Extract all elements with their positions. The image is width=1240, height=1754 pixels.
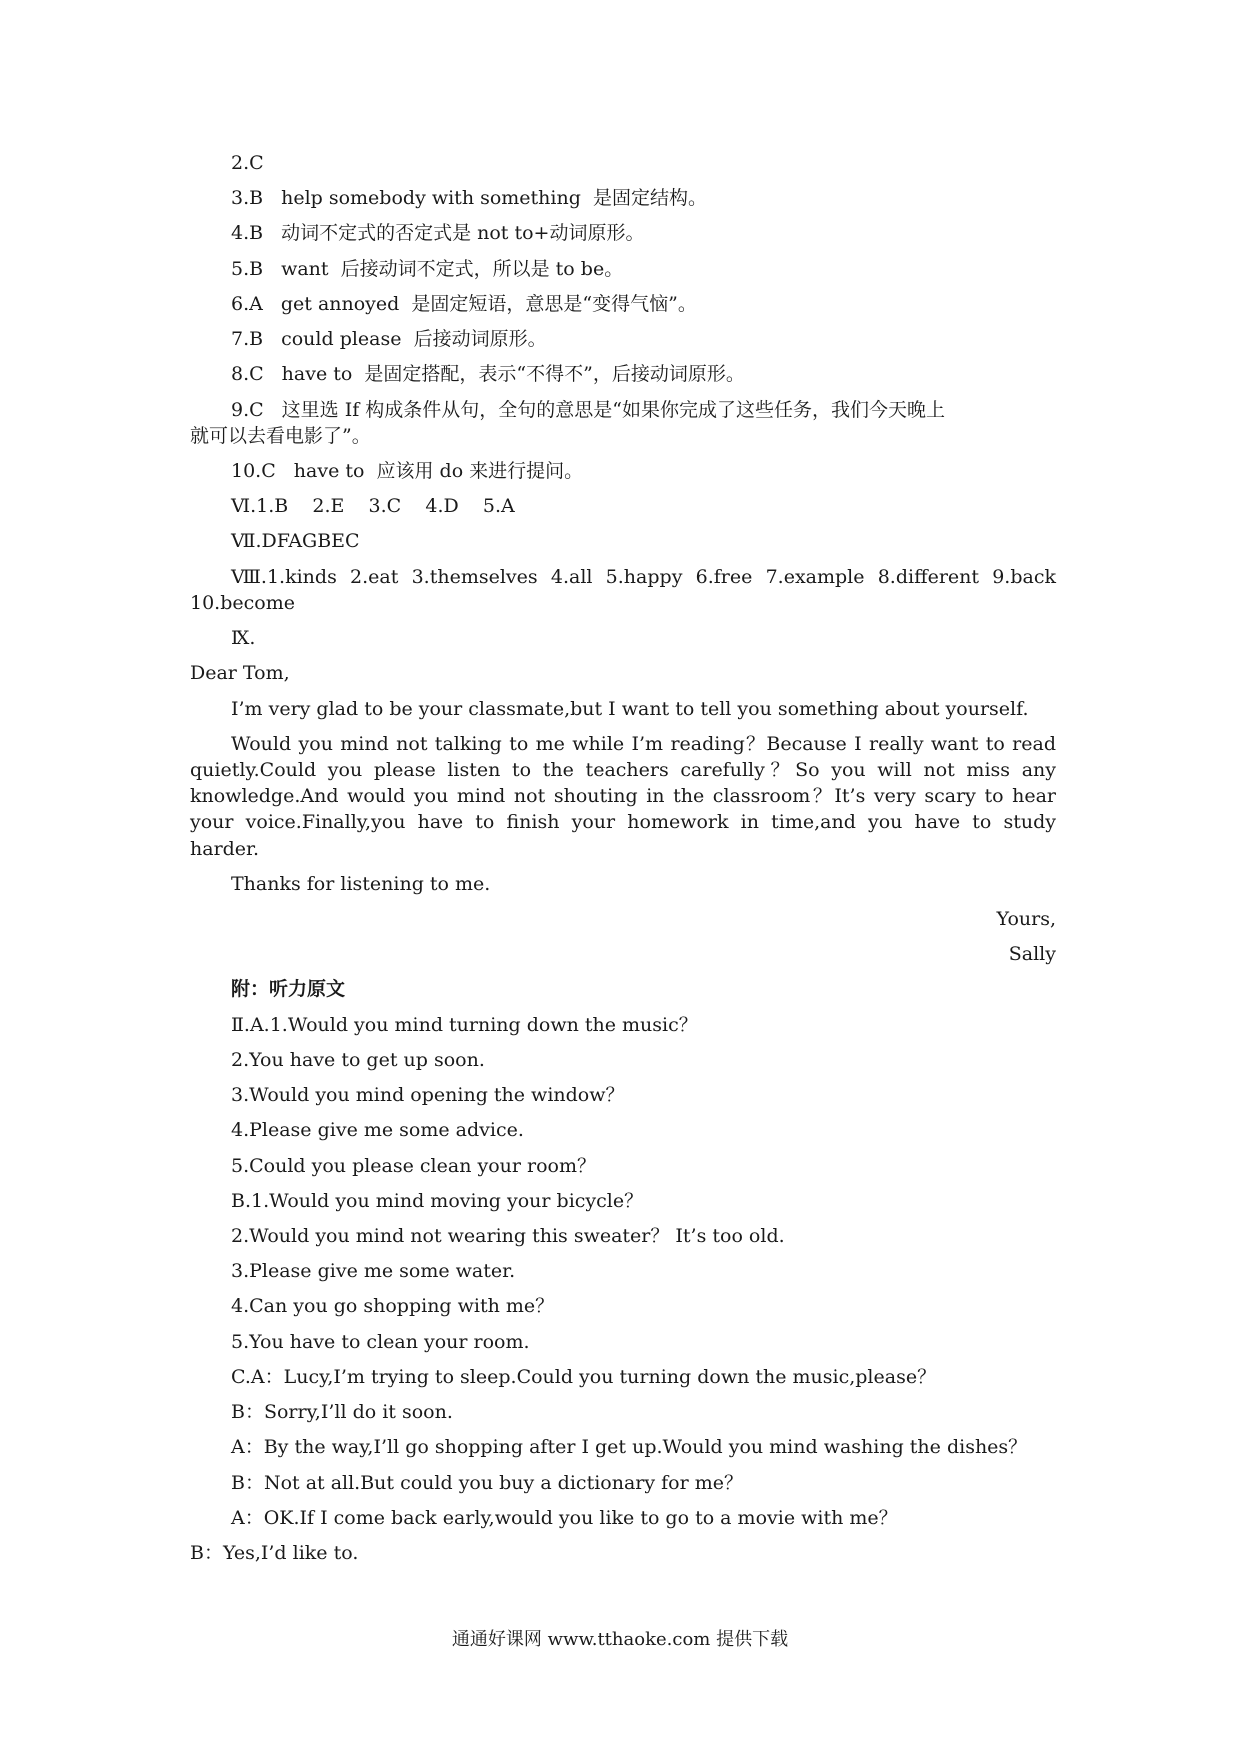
word-answer: Ⅷ.1.kinds bbox=[231, 565, 337, 588]
letter-paragraph: Thanks for listening to me. bbox=[231, 872, 491, 895]
transcript-line: 4.Can you go shopping with me？ bbox=[231, 1295, 555, 1318]
transcript-line: B：Sorry,I’ll do it soon. bbox=[231, 1401, 453, 1424]
transcript-line: 5.Could you please clean your room？ bbox=[231, 1154, 596, 1177]
answer-line bbox=[190, 220, 1056, 246]
section-8-last: 10.become bbox=[190, 591, 295, 614]
answer-line bbox=[190, 397, 1056, 423]
transcript-line: 4.Please give me some advice. bbox=[231, 1119, 524, 1142]
page-footer: 通通好课网 www.tthaoke.com 提供下载 bbox=[451, 1629, 789, 1650]
answer-note: could please 后接动词原形。 bbox=[281, 328, 547, 351]
transcript-line: Ⅱ.A.1.Would you mind turning down the music？ bbox=[231, 1013, 698, 1036]
answer-number: 2.C bbox=[231, 152, 264, 174]
answer-note: want 后接动词不定式，所以是 to be。 bbox=[281, 257, 624, 280]
section-9-label: Ⅸ. bbox=[231, 627, 256, 650]
transcript-line: 3.Would you mind opening the window？ bbox=[231, 1084, 625, 1107]
answer-number: 3.B bbox=[231, 187, 264, 210]
section-8-answers bbox=[190, 564, 1056, 590]
answer-note: get annoyed 是固定短语，意思是“变得气恼”。 bbox=[280, 292, 697, 315]
transcript-line: 3.Please give me some water. bbox=[231, 1260, 516, 1283]
transcript-line: B：Not at all.But could you buy a dictionary for me？ bbox=[231, 1471, 743, 1494]
letter-greeting: Dear Tom, bbox=[190, 662, 290, 685]
word-answer: 2.eat bbox=[350, 565, 399, 588]
answer-number: 10.C bbox=[231, 459, 276, 482]
answer-line bbox=[190, 291, 1056, 317]
answer-note: 这里选 If 构成条件从句，全句的意思是“如果你完成了这些任务，我们今天晚上 bbox=[281, 398, 946, 421]
answer-number: 7.B bbox=[231, 328, 264, 351]
answer-note: have to 应该用 do 来进行提问。 bbox=[293, 459, 584, 482]
word-answer: 3.themselves bbox=[411, 565, 538, 588]
word-answer: 5.happy bbox=[605, 565, 683, 588]
word-answer: 7.example bbox=[765, 565, 865, 588]
transcript-line: A：OK.If I come back early,would you like to go to a movie with me？ bbox=[231, 1506, 898, 1529]
word-answer: 6.free bbox=[695, 565, 753, 588]
letter-signature: Sally bbox=[1008, 943, 1056, 966]
answer-line bbox=[190, 185, 1056, 211]
appendix-heading: 附：听力原文 bbox=[231, 978, 346, 1001]
answer-note: help somebody with something 是固定结构。 bbox=[281, 187, 707, 210]
transcript-line: C.A：Lucy,I’m trying to sleep.Could you turning down the music,please？ bbox=[231, 1365, 937, 1388]
answer-line bbox=[190, 326, 1056, 352]
answer-line bbox=[190, 458, 1056, 484]
answer-line bbox=[190, 256, 1056, 282]
transcript-line: 2.You have to get up soon. bbox=[231, 1048, 485, 1071]
document-page bbox=[190, 150, 1063, 1575]
word-answer: 9.back bbox=[992, 565, 1056, 588]
section-7-answers: Ⅶ.DFAGBEC bbox=[231, 530, 360, 553]
word-answer: 4.all bbox=[550, 565, 593, 588]
answer-number: 9.C bbox=[231, 398, 264, 421]
answer-line bbox=[190, 150, 1056, 176]
transcript-line: B：Yes,I’d like to. bbox=[190, 1541, 359, 1564]
section-6-answers: Ⅵ.1.B 2.E 3.C 4.D 5.A bbox=[231, 495, 515, 518]
transcript-line: B.1.Would you mind moving your bicycle？ bbox=[231, 1189, 644, 1212]
letter-closing: Yours, bbox=[996, 908, 1056, 931]
answer-continuation: 就可以去看电影了”。 bbox=[190, 424, 371, 447]
word-answer: 8.different bbox=[877, 565, 980, 588]
letter-paragraph bbox=[190, 731, 1063, 862]
transcript-line: 5.You have to clean your room. bbox=[231, 1330, 530, 1353]
letter-paragraph: I’m very glad to be your classmate,but I want to tell you something about yourself. bbox=[231, 697, 1029, 720]
answer-note: have to 是固定搭配，表示“不得不”，后接动词原形。 bbox=[281, 363, 745, 386]
letter-paragraph-text: Would you mind not talking to me while I’m reading？Because I really want to read quietly.Could you please listen to the teachers carefully？So you will not miss any knowledge.And would you mind not shouting in the classroom？It’s very scary to hear your voice.Finally,you have to finish your homework in time,and you have to study harder. bbox=[190, 732, 1063, 860]
transcript-line: A：By the way,I’ll go shopping after I get up.Would you mind washing the dishes？ bbox=[231, 1436, 1028, 1459]
answer-number: 8.C bbox=[231, 363, 264, 386]
answer-note: 动词不定式的否定式是 not to+动词原形。 bbox=[281, 222, 645, 245]
transcript-line: 2.Would you mind not wearing this sweater？ It’s too old. bbox=[231, 1225, 785, 1247]
answer-line bbox=[190, 361, 1056, 387]
answer-number: 4.B bbox=[231, 222, 264, 245]
answer-number: 5.B bbox=[231, 257, 264, 280]
answer-number: 6.A bbox=[231, 292, 263, 315]
